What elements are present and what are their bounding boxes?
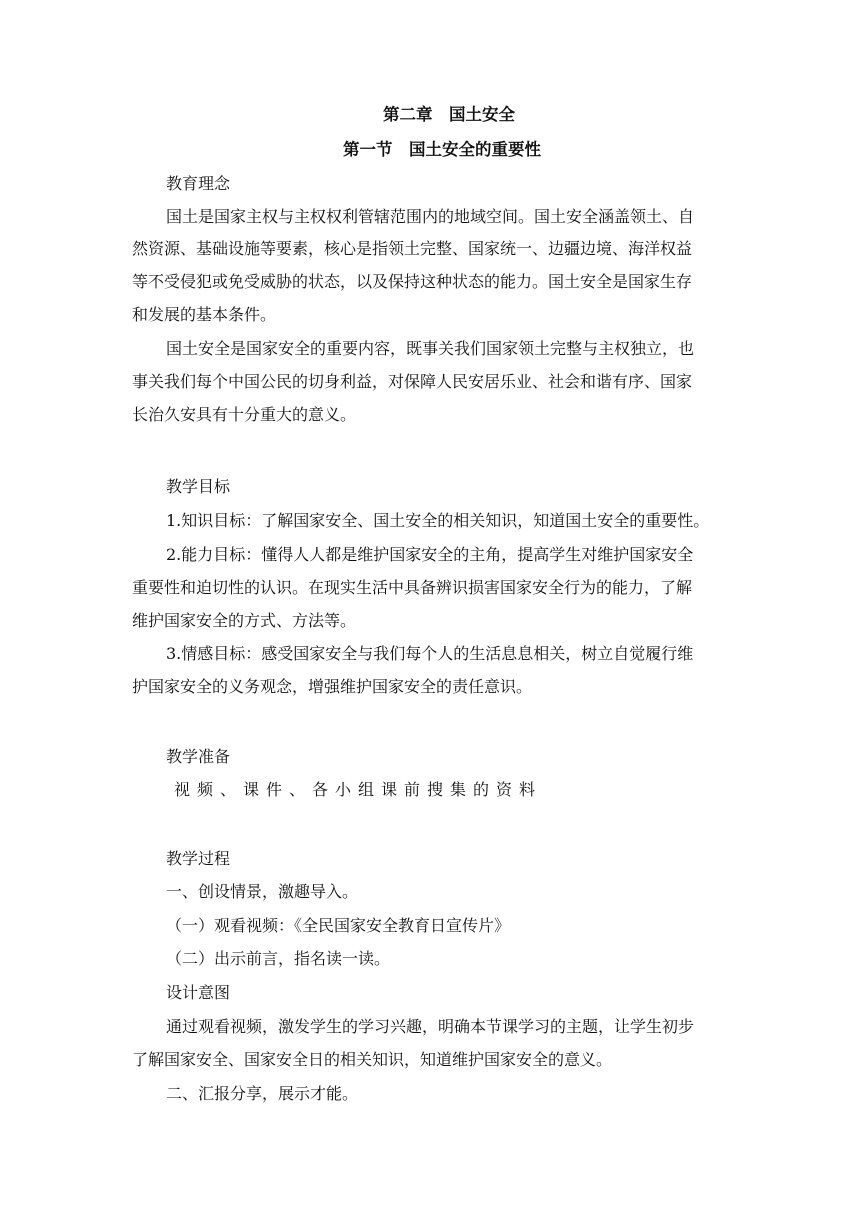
process-step-1-b: （二）出示前言，指名读一读。 [166,949,391,968]
concept-paragraph-2-line: 事关我们每个中国公民的切身利益，对保障人民安居乐业、社会和谐有序、国家 [132,372,693,391]
process-step-2: 二、汇报分享，展示才能。 [166,1084,359,1103]
goal-3-line: 3.情感目标：感受国家安全与我们每个人的生活息息相关，树立自觉履行维 [166,644,694,663]
goal-2-line: 2.能力目标：懂得人人都是维护国家安全的主角，提高学生对维护国家安全 [166,545,694,564]
concept-paragraph-1-line: 和发展的基本条件。 [132,305,277,324]
prep-text: 视频、课件、各小组课前搜集的资料 [174,780,543,799]
chapter-title: 第二章 国土安全 [383,105,515,124]
section-title: 第一节 国土安全的重要性 [343,140,541,159]
heading-goals: 教学目标 [166,477,231,496]
goal-2-line: 维护国家安全的方式、方法等。 [132,611,357,630]
concept-paragraph-2-line: 长治久安具有十分重大的意义。 [132,405,357,424]
goal-1-line: 1.知识目标：了解国家安全、国土安全的相关知识，知道国土安全的重要性。 [166,511,710,530]
concept-paragraph-1-line: 国土是国家主权与主权权利管辖范围内的地域空间。国土安全涵盖领土、自 [166,207,695,226]
concept-paragraph-1-line: 然资源、基础设施等要素，核心是指领土完整、国家统一、边疆边境、海洋权益 [132,239,693,258]
concept-paragraph-1-line: 等不受侵犯或免受威胁的状态，以及保持这种状态的能力。国土安全是国家生存 [132,272,693,291]
design-text-line: 了解国家安全、国家安全日的相关知识，知道维护国家安全的意义。 [132,1050,613,1069]
goal-3-line: 护国家安全的义务观念，增强维护国家安全的责任意识。 [132,677,533,696]
heading-concept: 教育理念 [166,174,231,193]
heading-process: 教学过程 [166,849,231,868]
design-heading: 设计意图 [166,983,231,1002]
heading-prep: 教学准备 [166,747,231,766]
goal-2-line: 重要性和迫切性的认识。在现实生活中具备辨识损害国家安全行为的能力，了解 [132,578,693,597]
process-step-1-a: （一）观看视频：《全民国家安全教育日宣传片》 [166,916,511,935]
concept-paragraph-2-line: 国土安全是国家安全的重要内容，既事关我们国家领土完整与主权独立，也 [166,339,695,358]
process-step-1: 一、创设情景，激趣导入。 [166,882,359,901]
design-text-line: 通过观看视频，激发学生的学习兴趣，明确本节课学习的主题，让学生初步 [166,1017,695,1036]
